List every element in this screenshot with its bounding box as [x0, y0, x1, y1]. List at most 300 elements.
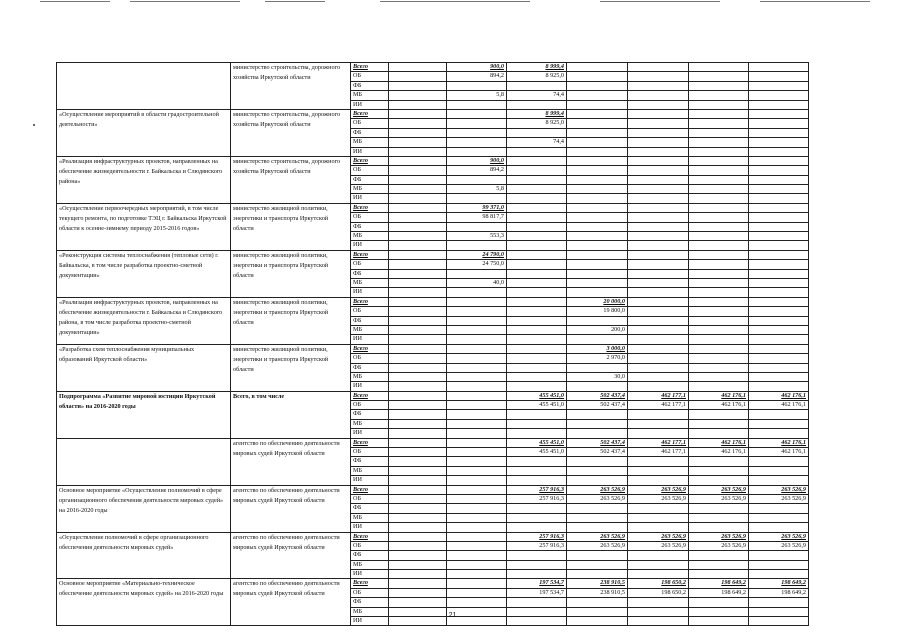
amount-cell [389, 63, 447, 72]
amount-cell [749, 213, 809, 222]
amount-cell [567, 138, 628, 147]
amount-cell: 263 526,9 [567, 485, 628, 494]
amount-cell [389, 128, 447, 137]
amount-cell: 24 750,0 [447, 260, 507, 269]
amount-cell: 263 526,9 [689, 485, 749, 494]
amount-cell [689, 457, 749, 466]
amount-cell [389, 485, 447, 494]
amount-cell [628, 429, 689, 438]
amount-cell: 502 437,4 [567, 438, 628, 447]
amount-cell [628, 288, 689, 297]
funding-source-cell: Всего [351, 297, 389, 306]
amount-cell [447, 147, 507, 156]
funding-source-cell: ИИ [351, 147, 389, 156]
amount-cell [389, 438, 447, 447]
scan-dash [265, 1, 325, 2]
funding-source-cell: МБ [351, 560, 389, 569]
amount-cell: 98 817,7 [447, 213, 507, 222]
activity-name-cell: «Осуществление мероприятий в области градостроительной деятельности» [57, 109, 231, 156]
amount-cell [389, 307, 447, 316]
amount-cell [389, 72, 447, 81]
amount-cell [389, 391, 447, 400]
amount-cell [567, 128, 628, 137]
budget-table-body [57, 63, 809, 626]
scan-dash [380, 1, 530, 2]
executor-cell: министерство жилищной политики, энергетики и транспорта Иркутской области [231, 344, 351, 391]
amount-cell [567, 288, 628, 297]
amount-cell [567, 100, 628, 109]
amount-cell [389, 401, 447, 410]
amount-cell: 462 176,1 [689, 438, 749, 447]
amount-cell [389, 354, 447, 363]
amount-cell [689, 598, 749, 607]
amount-cell: 462 176,1 [749, 438, 809, 447]
activity-name-cell: «Осуществление первоочередных мероприятий, в том числе текущего ремонта, по подготовке ТЭЦ г. Байкальска Иркутской области к осенне-зимнему периоду 2015-2016 годов» [57, 203, 231, 250]
activity-name-cell: «Реконструкция системы теплоснабжения (тепловые сети) г. Байкальска, в том числе разработка проектно-сметной документации» [57, 250, 231, 297]
amount-cell [689, 466, 749, 475]
amount-cell [389, 466, 447, 475]
amount-cell [507, 250, 567, 259]
amount-cell [447, 391, 507, 400]
amount-cell [389, 476, 447, 485]
amount-cell [447, 316, 507, 325]
table-row [57, 391, 809, 400]
amount-cell [447, 363, 507, 372]
executor-cell: агентство по обеспечению деятельности мировых судей Иркутской области [231, 532, 351, 579]
amount-cell [389, 551, 447, 560]
amount-cell [689, 363, 749, 372]
top-scan-edge [0, 0, 905, 3]
amount-cell [689, 147, 749, 156]
funding-source-cell: МБ [351, 419, 389, 428]
amount-cell [689, 316, 749, 325]
table-row [57, 109, 809, 118]
amount-cell [628, 147, 689, 156]
budget-table [56, 62, 809, 626]
amount-cell [447, 541, 507, 550]
amount-cell [567, 551, 628, 560]
amount-cell: 462 177,1 [628, 401, 689, 410]
amount-cell [689, 250, 749, 259]
funding-source-cell: ИИ [351, 335, 389, 344]
amount-cell [628, 410, 689, 419]
executor-cell: министерство жилищной политики, энергетики и транспорта Иркутской области [231, 297, 351, 344]
executor-cell: агентство по обеспечению деятельности мировых судей Иркутской области [231, 485, 351, 532]
amount-cell [689, 81, 749, 90]
amount-cell [447, 551, 507, 560]
amount-cell [447, 288, 507, 297]
executor-cell: агентство по обеспечению деятельности мировых судей Иркутской области [231, 438, 351, 485]
funding-source-cell: ОБ [351, 494, 389, 503]
amount-cell [749, 363, 809, 372]
amount-cell: 263 526,9 [628, 541, 689, 550]
amount-cell [447, 485, 507, 494]
amount-cell [749, 457, 809, 466]
amount-cell [507, 297, 567, 306]
amount-cell [447, 119, 507, 128]
amount-cell [567, 560, 628, 569]
amount-cell [389, 278, 447, 287]
amount-cell: 462 176,1 [689, 448, 749, 457]
amount-cell: 257 916,3 [507, 541, 567, 550]
funding-source-cell: Всего [351, 579, 389, 588]
amount-cell [749, 316, 809, 325]
amount-cell: 24 790,0 [447, 250, 507, 259]
executor-cell: министерство строительства, дорожного хозяйства Иркутской области [231, 109, 351, 156]
amount-cell [689, 504, 749, 513]
amount-cell: 462 177,1 [628, 391, 689, 400]
amount-cell [749, 63, 809, 72]
funding-source-cell: ФБ [351, 551, 389, 560]
amount-cell [447, 570, 507, 579]
amount-cell [507, 325, 567, 334]
amount-cell [628, 185, 689, 194]
amount-cell [567, 429, 628, 438]
amount-cell [507, 354, 567, 363]
amount-cell [749, 175, 809, 184]
amount-cell: 5,8 [447, 91, 507, 100]
page-number: 21 [448, 612, 457, 619]
funding-source-cell: МБ [351, 232, 389, 241]
funding-source-cell: Всего [351, 63, 389, 72]
amount-cell [389, 175, 447, 184]
amount-cell [507, 419, 567, 428]
amount-cell [447, 448, 507, 457]
amount-cell: 200,0 [567, 325, 628, 334]
amount-cell [628, 119, 689, 128]
amount-cell [749, 288, 809, 297]
funding-source-cell: МБ [351, 466, 389, 475]
amount-cell [507, 147, 567, 156]
amount-cell: 197 534,7 [507, 588, 567, 597]
amount-cell [689, 175, 749, 184]
amount-cell: 198 650,2 [628, 588, 689, 597]
amount-cell [389, 260, 447, 269]
amount-cell [389, 119, 447, 128]
amount-cell [628, 269, 689, 278]
amount-cell [567, 269, 628, 278]
amount-cell: 198 649,2 [749, 579, 809, 588]
amount-cell: 40,0 [447, 278, 507, 287]
amount-cell [389, 344, 447, 353]
amount-cell [628, 551, 689, 560]
amount-cell [389, 166, 447, 175]
amount-cell: 455 451,0 [507, 438, 567, 447]
amount-cell [749, 260, 809, 269]
amount-cell [389, 232, 447, 241]
amount-cell [689, 410, 749, 419]
amount-cell: 238 910,5 [567, 579, 628, 588]
amount-cell [749, 250, 809, 259]
amount-cell [749, 241, 809, 250]
amount-cell: 2 970,0 [567, 354, 628, 363]
amount-cell [689, 288, 749, 297]
amount-cell [689, 476, 749, 485]
amount-cell [507, 429, 567, 438]
amount-cell [567, 382, 628, 391]
amount-cell [567, 203, 628, 212]
funding-source-cell: ИИ [351, 100, 389, 109]
amount-cell [507, 156, 567, 165]
amount-cell [628, 354, 689, 363]
amount-cell [447, 194, 507, 203]
amount-cell [389, 494, 447, 503]
amount-cell [389, 372, 447, 381]
amount-cell [507, 560, 567, 569]
amount-cell [389, 138, 447, 147]
amount-cell [389, 504, 447, 513]
amount-cell [389, 156, 447, 165]
amount-cell [507, 241, 567, 250]
amount-cell [507, 194, 567, 203]
amount-cell [507, 410, 567, 419]
amount-cell [507, 175, 567, 184]
amount-cell: 3 000,0 [567, 344, 628, 353]
amount-cell [567, 504, 628, 513]
amount-cell [389, 523, 447, 532]
amount-cell [567, 241, 628, 250]
funding-source-cell: ФБ [351, 363, 389, 372]
amount-cell [749, 269, 809, 278]
amount-cell [389, 448, 447, 457]
amount-cell [749, 156, 809, 165]
amount-cell [749, 222, 809, 231]
amount-cell [749, 325, 809, 334]
executor-cell: Всего, в том числе [231, 391, 351, 438]
amount-cell [628, 316, 689, 325]
amount-cell: 462 176,1 [749, 448, 809, 457]
funding-source-cell: МБ [351, 372, 389, 381]
amount-cell [749, 429, 809, 438]
amount-cell [689, 241, 749, 250]
amount-cell [507, 504, 567, 513]
amount-cell [749, 81, 809, 90]
amount-cell [507, 363, 567, 372]
funding-source-cell: ИИ [351, 429, 389, 438]
amount-cell [389, 297, 447, 306]
amount-cell [567, 156, 628, 165]
amount-cell [507, 81, 567, 90]
amount-cell [628, 203, 689, 212]
funding-source-cell: ИИ [351, 241, 389, 250]
amount-cell [567, 250, 628, 259]
amount-cell [749, 372, 809, 381]
amount-cell: 198 649,2 [689, 579, 749, 588]
amount-cell: 900,0 [447, 156, 507, 165]
funding-source-cell: МБ [351, 138, 389, 147]
funding-source-cell: МБ [351, 607, 389, 616]
amount-cell [749, 354, 809, 363]
amount-cell [447, 466, 507, 475]
funding-source-cell: ФБ [351, 457, 389, 466]
amount-cell [389, 382, 447, 391]
amount-cell [447, 222, 507, 231]
funding-source-cell: ИИ [351, 570, 389, 579]
amount-cell [447, 100, 507, 109]
amount-cell [389, 288, 447, 297]
amount-cell [447, 457, 507, 466]
amount-cell [507, 307, 567, 316]
amount-cell: 99 371,0 [447, 203, 507, 212]
funding-source-cell: ОБ [351, 448, 389, 457]
amount-cell [689, 91, 749, 100]
amount-cell: 5,8 [447, 185, 507, 194]
funding-source-cell: ОБ [351, 119, 389, 128]
amount-cell [389, 532, 447, 541]
amount-cell [447, 419, 507, 428]
amount-cell [628, 63, 689, 72]
activity-name-cell: «Реализация инфраструктурных проектов, направленных на обеспечение жизнедеятельности г. Байкальска и Слюдянского района, в том числе разработка проектно-сметной документации» [57, 297, 231, 344]
funding-source-cell: ИИ [351, 194, 389, 203]
amount-cell [389, 81, 447, 90]
amount-cell: 198 649,2 [749, 588, 809, 597]
amount-cell: 462 176,1 [749, 401, 809, 410]
amount-cell [389, 419, 447, 428]
amount-cell [447, 81, 507, 90]
amount-cell [567, 63, 628, 72]
amount-cell [447, 429, 507, 438]
amount-cell [749, 523, 809, 532]
amount-cell [447, 476, 507, 485]
amount-cell [447, 494, 507, 503]
amount-cell [447, 344, 507, 353]
amount-cell: 257 916,3 [507, 485, 567, 494]
amount-cell [507, 316, 567, 325]
amount-cell: 462 176,1 [689, 401, 749, 410]
funding-source-cell: МБ [351, 513, 389, 522]
amount-cell [447, 588, 507, 597]
amount-cell [749, 307, 809, 316]
amount-cell [389, 560, 447, 569]
funding-source-cell: ФБ [351, 81, 389, 90]
funding-source-cell: Всего [351, 485, 389, 494]
amount-cell [689, 335, 749, 344]
funding-source-cell: ОБ [351, 588, 389, 597]
funding-source-cell: ФБ [351, 410, 389, 419]
amount-cell [507, 513, 567, 522]
table-row [57, 485, 809, 494]
scan-dash [130, 1, 240, 2]
amount-cell [749, 419, 809, 428]
amount-cell [447, 175, 507, 184]
executor-cell: агентство по обеспечению деятельности мировых судей Иркутской области [231, 579, 351, 626]
amount-cell: 462 177,1 [628, 438, 689, 447]
amount-cell [689, 138, 749, 147]
amount-cell [507, 213, 567, 222]
activity-name-cell: Подпрограмма «Развитие мировой юстиции Иркутской области» на 2016-2020 годы [57, 391, 231, 438]
amount-cell [628, 81, 689, 90]
amount-cell [567, 513, 628, 522]
funding-source-cell: Всего [351, 438, 389, 447]
amount-cell [689, 109, 749, 118]
amount-cell [567, 213, 628, 222]
amount-cell [689, 156, 749, 165]
amount-cell: 900,0 [447, 63, 507, 72]
amount-cell [507, 551, 567, 560]
amount-cell [749, 466, 809, 475]
table-row [57, 63, 809, 72]
funding-source-cell: Всего [351, 203, 389, 212]
amount-cell [689, 72, 749, 81]
funding-source-cell: Всего [351, 156, 389, 165]
amount-cell: 19 800,0 [567, 307, 628, 316]
amount-cell: 30,0 [567, 372, 628, 381]
amount-cell: 74,4 [507, 138, 567, 147]
amount-cell [749, 551, 809, 560]
amount-cell [749, 100, 809, 109]
amount-cell [628, 476, 689, 485]
amount-cell [447, 532, 507, 541]
activity-name-cell [57, 438, 231, 485]
amount-cell [689, 382, 749, 391]
amount-cell: 198 650,2 [628, 579, 689, 588]
table-row [57, 297, 809, 306]
amount-cell [567, 222, 628, 231]
table-row [57, 203, 809, 212]
amount-cell [749, 513, 809, 522]
table-row [57, 344, 809, 353]
amount-cell [447, 335, 507, 344]
funding-source-cell: Всего [351, 250, 389, 259]
amount-cell [507, 344, 567, 353]
funding-source-cell: МБ [351, 185, 389, 194]
funding-source-cell: ФБ [351, 598, 389, 607]
amount-cell: 263 526,9 [689, 494, 749, 503]
amount-cell [507, 185, 567, 194]
amount-cell [389, 363, 447, 372]
amount-cell [567, 91, 628, 100]
amount-cell [689, 203, 749, 212]
amount-cell [389, 570, 447, 579]
amount-cell [689, 278, 749, 287]
funding-source-cell: Всего [351, 109, 389, 118]
amount-cell: 894,2 [447, 72, 507, 81]
amount-cell [749, 91, 809, 100]
amount-cell: 462 176,1 [689, 391, 749, 400]
funding-source-cell: ФБ [351, 222, 389, 231]
amount-cell [567, 419, 628, 428]
amount-cell [447, 269, 507, 278]
amount-cell [628, 372, 689, 381]
amount-cell [628, 260, 689, 269]
amount-cell [628, 128, 689, 137]
amount-cell [567, 523, 628, 532]
amount-cell [507, 288, 567, 297]
funding-source-cell: ФБ [351, 316, 389, 325]
amount-cell: 257 916,3 [507, 494, 567, 503]
amount-cell [507, 523, 567, 532]
amount-cell [507, 100, 567, 109]
amount-cell [628, 91, 689, 100]
funding-source-cell: ОБ [351, 213, 389, 222]
amount-cell [749, 476, 809, 485]
amount-cell [447, 438, 507, 447]
amount-cell [507, 372, 567, 381]
amount-cell [689, 119, 749, 128]
amount-cell [628, 523, 689, 532]
amount-cell [447, 513, 507, 522]
amount-cell [628, 250, 689, 259]
amount-cell [689, 344, 749, 353]
amount-cell [567, 175, 628, 184]
amount-cell [628, 156, 689, 165]
amount-cell [389, 588, 447, 597]
amount-cell [389, 194, 447, 203]
amount-cell: 263 526,9 [567, 494, 628, 503]
funding-source-cell: ИИ [351, 288, 389, 297]
table-row [57, 438, 809, 447]
amount-cell [628, 241, 689, 250]
